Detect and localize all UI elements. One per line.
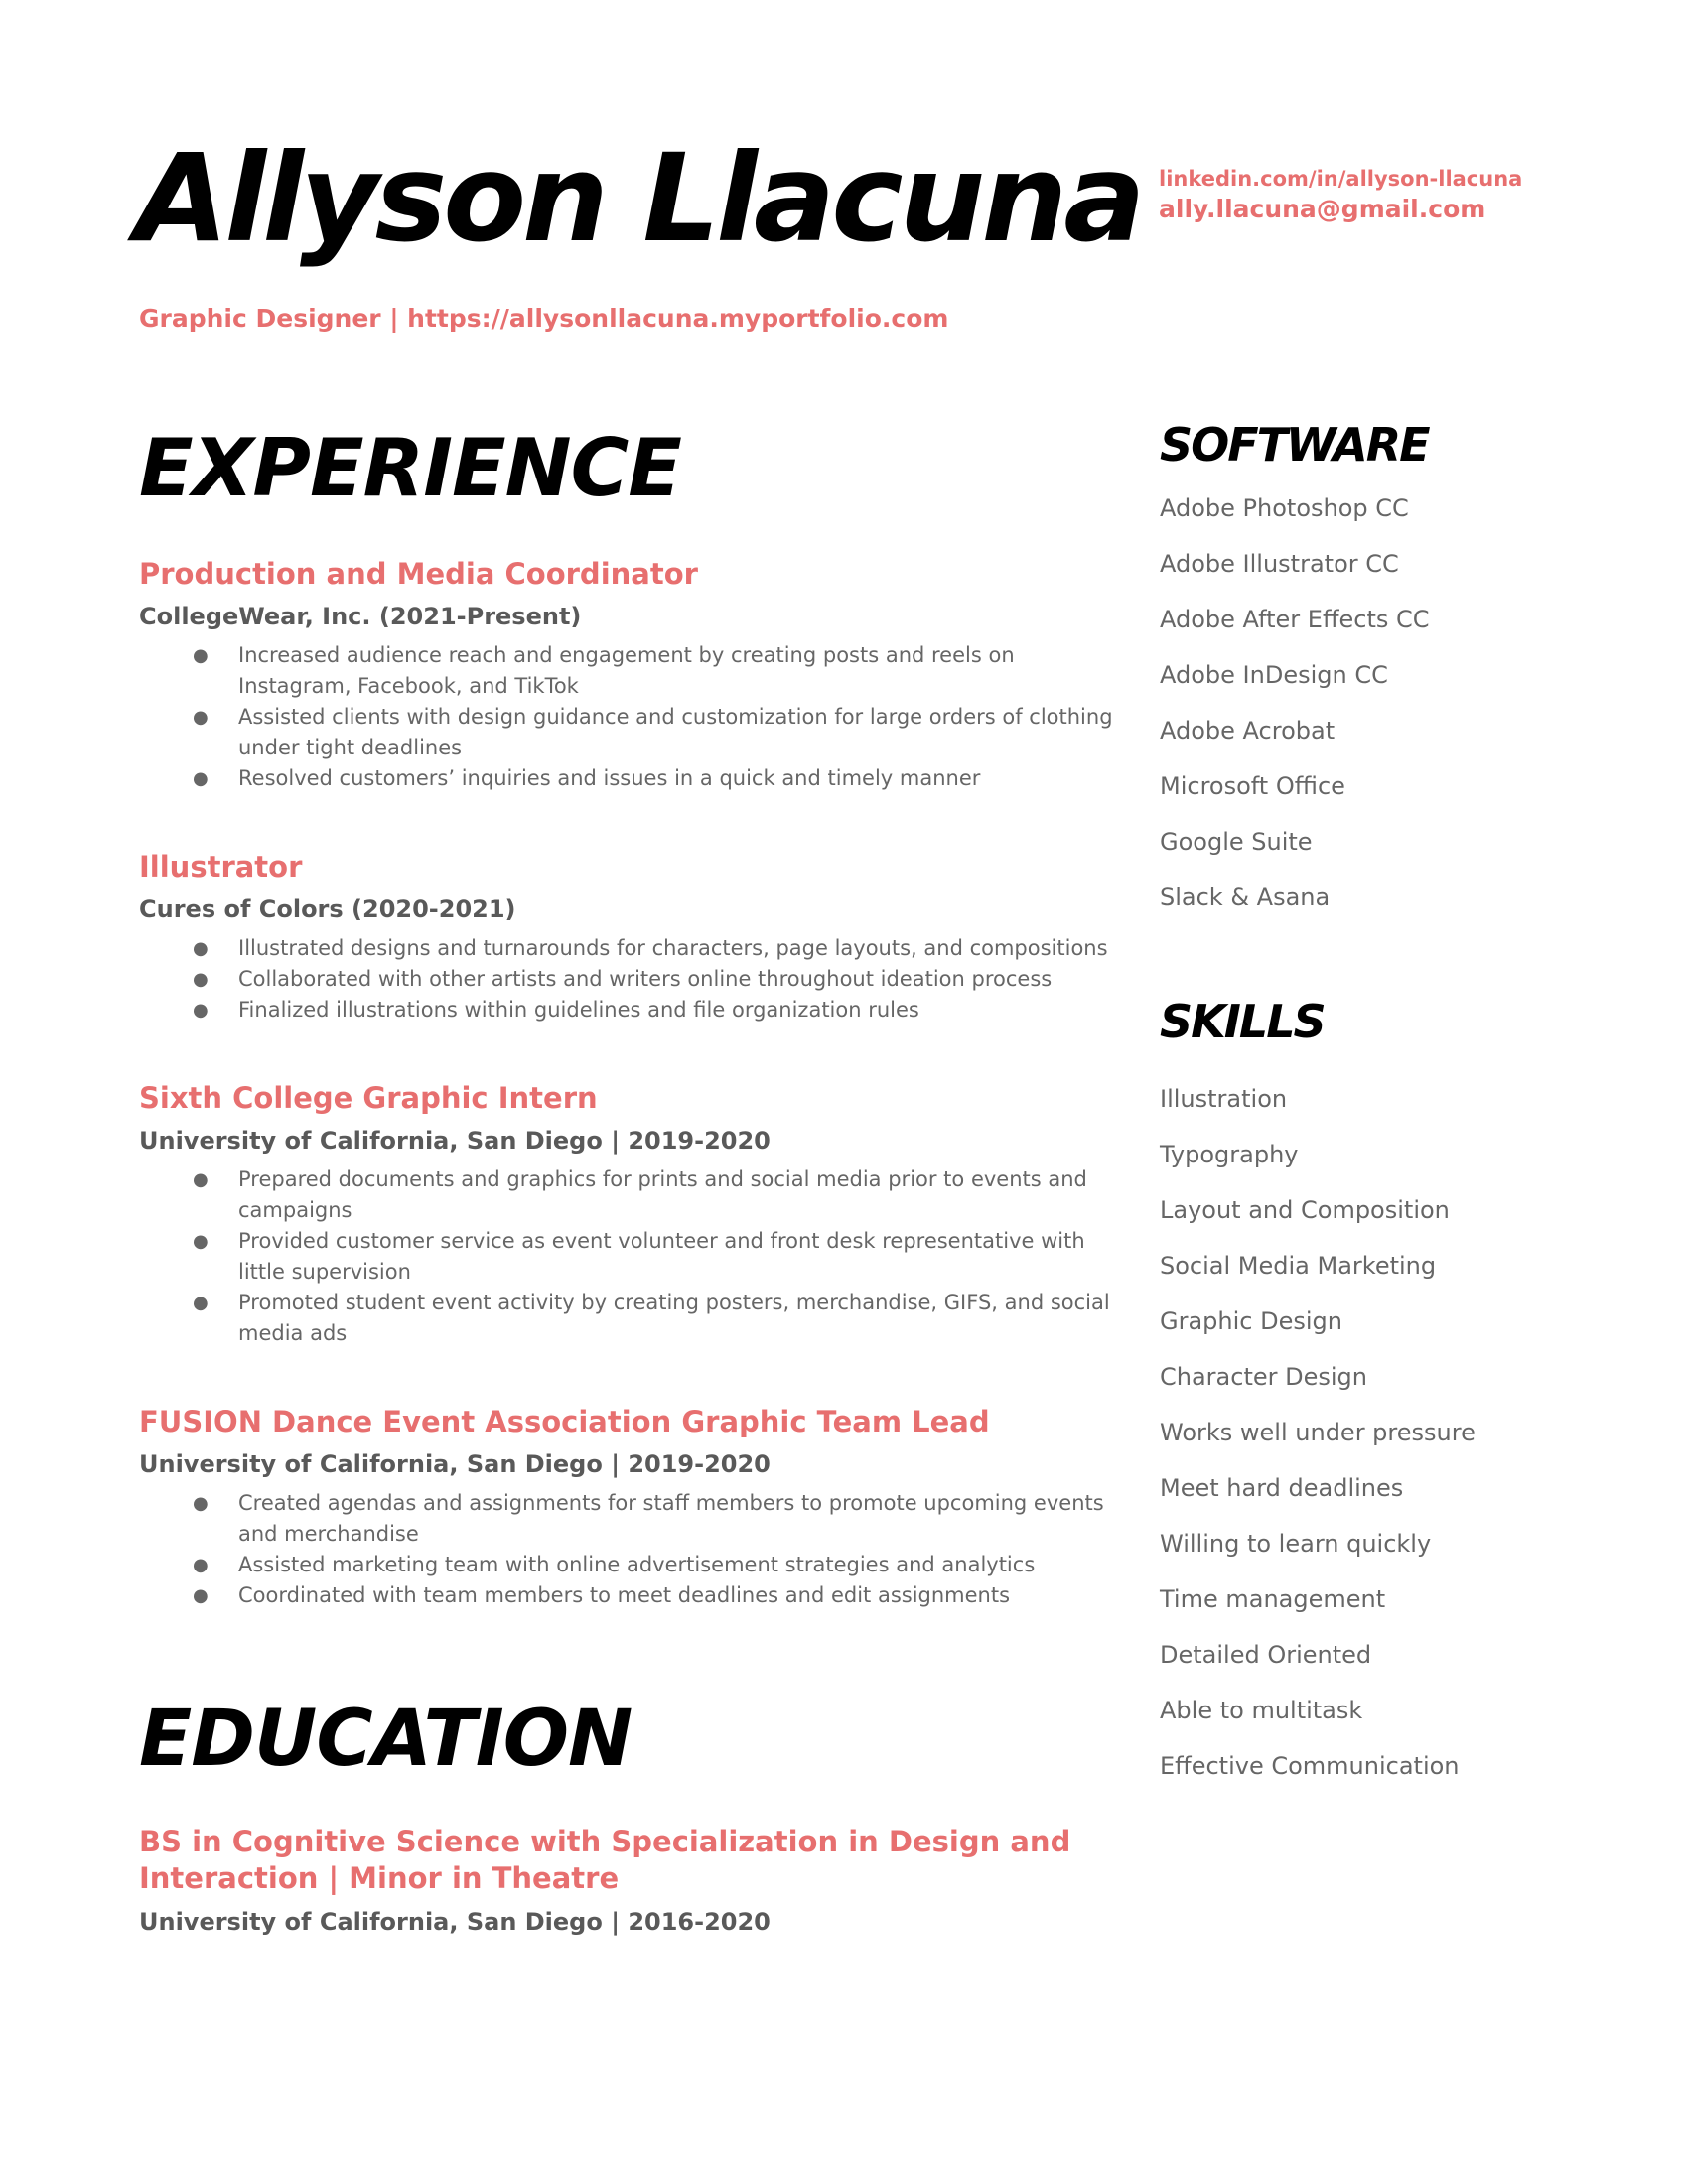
skill-item: Social Media Marketing: [1160, 1252, 1437, 1280]
bullet-icon: ●: [193, 1000, 209, 1021]
skill-item: Detailed Oriented: [1160, 1641, 1372, 1669]
bullet-icon: ●: [193, 1231, 209, 1252]
job-bullets: [139, 1164, 1122, 1349]
experience-heading: EXPERIENCE: [139, 422, 681, 514]
job-bullets: [139, 933, 1122, 1025]
skill-item: Layout and Composition: [1160, 1196, 1450, 1224]
skill-item: Typography: [1160, 1141, 1299, 1168]
bullet-item: ● Promoted student event activity by creating posters, merchandise, GIFS, and social media ads: [139, 1288, 1122, 1349]
software-list: [1160, 480, 1430, 925]
skills-heading: SKILLS: [1160, 995, 1325, 1048]
bullet-item: ● Increased audience reach and engagement by creating posts and reels on Instagram, Facebook, and TikTok: [139, 640, 1122, 702]
job-organization: University of California, San Diego | 2019-2020: [139, 1127, 771, 1155]
email-link[interactable]: ally.llacuna@gmail.com: [1159, 195, 1486, 223]
education-heading: EDUCATION: [139, 1695, 633, 1784]
job-organization: CollegeWear, Inc. (2021-Present): [139, 603, 582, 630]
software-heading: SOFTWARE: [1160, 418, 1429, 472]
software-item: Adobe Photoshop CC: [1160, 494, 1409, 522]
skills-list: [1160, 1071, 1476, 1794]
software-item: Google Suite: [1160, 828, 1313, 856]
contact-block: [1159, 165, 1522, 226]
experience-entry: [139, 556, 1122, 794]
skill-item: Effective Communication: [1160, 1752, 1460, 1780]
bullet-item: ● Assisted clients with design guidance and customization for large orders of clothing under tight deadlines: [139, 702, 1122, 763]
bullet-item: ● Provided customer service as event volunteer and front desk representative with little supervision: [139, 1226, 1122, 1288]
experience-entry: [139, 1404, 1122, 1611]
bullet-icon: ●: [193, 768, 209, 789]
software-item: Slack & Asana: [1160, 884, 1331, 911]
skill-item: Willing to learn quickly: [1160, 1530, 1432, 1558]
bullet-icon: ●: [193, 1585, 209, 1606]
skill-item: Graphic Design: [1160, 1307, 1342, 1335]
skill-item: Time management: [1160, 1585, 1386, 1613]
bullet-item: ● Prepared documents and graphics for prints and social media prior to events and campaigns: [139, 1164, 1122, 1226]
bullet-item: ● Illustrated designs and turnarounds for characters, page layouts, and compositions: [139, 933, 1122, 964]
bullet-item: ● Coordinated with team members to meet deadlines and edit assignments: [139, 1580, 1122, 1611]
bullet-icon: ●: [193, 1493, 209, 1514]
tagline: Graphic Designer | https://allysonllacuna.myportfolio.com: [139, 304, 949, 333]
bullet-item: ● Assisted marketing team with online advertisement strategies and analytics: [139, 1550, 1122, 1580]
job-title: Illustrator: [139, 850, 303, 884]
job-title: FUSION Dance Event Association Graphic Team Lead: [139, 1405, 990, 1438]
software-item: Adobe Acrobat: [1160, 717, 1336, 745]
job-bullets: [139, 1488, 1122, 1611]
skill-item: Meet hard deadlines: [1160, 1474, 1404, 1502]
skill-item: Able to multitask: [1160, 1697, 1363, 1724]
bullet-icon: ●: [193, 645, 209, 666]
software-item: Microsoft Office: [1160, 772, 1345, 800]
bullet-item: ● Resolved customers’ inquiries and issues in a quick and timely manner: [139, 763, 1122, 794]
job-title: Production and Media Coordinator: [139, 557, 698, 591]
job-organization: University of California, San Diego | 2019-2020: [139, 1450, 771, 1478]
degree-title: BS in Cognitive Science with Specialization in Design and Interaction | Minor in Theatre: [139, 1825, 1071, 1895]
education-entry: [139, 1824, 1092, 1937]
bullet-icon: ●: [193, 1555, 209, 1575]
bullet-item: ● Created agendas and assignments for staff members to promote upcoming events and merchandise: [139, 1488, 1122, 1550]
job-organization: Cures of Colors (2020-2021): [139, 895, 516, 923]
software-item: Adobe After Effects CC: [1160, 606, 1430, 633]
bullet-icon: ●: [193, 938, 209, 959]
software-item: Adobe Illustrator CC: [1160, 550, 1399, 578]
skill-item: Works well under pressure: [1160, 1419, 1476, 1446]
job-title: Sixth College Graphic Intern: [139, 1081, 598, 1115]
bullet-icon: ●: [193, 969, 209, 990]
bullet-icon: ●: [193, 1169, 209, 1190]
resume-name: Allyson Llacuna: [135, 128, 1142, 269]
linkedin-link[interactable]: linkedin.com/in/allyson-llacuna: [1159, 167, 1523, 191]
experience-entry: [139, 1080, 1122, 1349]
software-item: Adobe InDesign CC: [1160, 661, 1388, 689]
bullet-icon: ●: [193, 707, 209, 728]
bullet-item: ● Collaborated with other artists and writers online throughout ideation process: [139, 964, 1122, 995]
job-bullets: [139, 640, 1122, 794]
school-name: University of California, San Diego | 2016-2020: [139, 1908, 771, 1936]
bullet-item: ● Finalized illustrations within guidelines and file organization rules: [139, 995, 1122, 1025]
skill-item: Character Design: [1160, 1363, 1367, 1391]
bullet-icon: ●: [193, 1293, 209, 1313]
experience-entry: [139, 849, 1122, 1025]
skill-item: Illustration: [1160, 1085, 1288, 1113]
